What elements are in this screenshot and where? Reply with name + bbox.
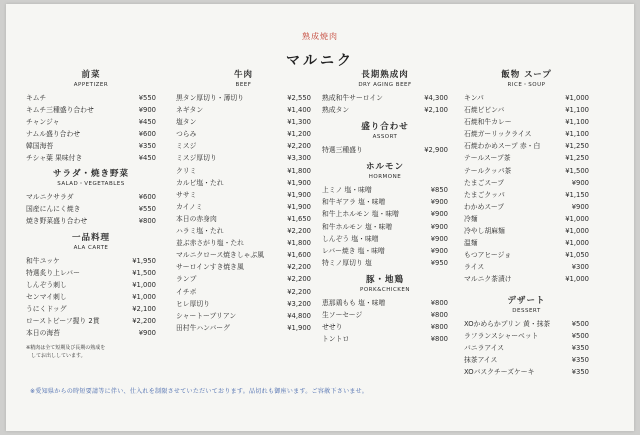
item-price: ¥1,900 xyxy=(287,202,311,211)
item-price: ¥1,900 xyxy=(287,323,311,332)
item-name: ミスジ厚切り xyxy=(176,154,217,163)
item-price: ¥900 xyxy=(571,178,589,187)
item-price: ¥1,800 xyxy=(287,166,311,175)
item-price: ¥3,200 xyxy=(287,299,311,308)
menu-item xyxy=(26,203,156,215)
item-name: 並ぶ赤さがり塩・たれ xyxy=(176,239,244,248)
item-name: クリミ xyxy=(176,166,197,175)
menu-item xyxy=(176,286,311,298)
item-price: ¥1,000 xyxy=(565,214,589,223)
menu-item xyxy=(26,255,156,267)
item-price: ¥900 xyxy=(138,329,156,338)
menu-section xyxy=(26,70,156,165)
section-subtitle: RICE・SOUP xyxy=(507,82,546,88)
item-price: ¥550 xyxy=(138,204,156,213)
menu-item xyxy=(322,196,448,208)
item-price: ¥1,000 xyxy=(132,293,156,302)
menu-item xyxy=(464,92,589,104)
item-name: カルビ塩・たれ xyxy=(176,178,224,187)
menu-item xyxy=(322,221,448,233)
section-title: 長期熟成肉 xyxy=(361,70,409,80)
item-name: 石焼わかめスープ 赤・白 xyxy=(464,142,541,151)
menu-section xyxy=(26,169,156,227)
menu-item xyxy=(322,233,448,245)
item-name: 和牛ギアラ 塩・味噌 xyxy=(322,198,386,207)
item-name: ローストビーフ握り 2貫 xyxy=(26,317,100,326)
item-name: 和牛上ホルモン 塩・味噌 xyxy=(322,210,399,219)
item-price: ¥2,100 xyxy=(424,106,448,115)
item-price: ¥1,400 xyxy=(287,106,311,115)
item-name: 特選炙り上レバー xyxy=(26,268,80,277)
item-name: ミスジ xyxy=(176,142,197,151)
section-title: 前菜 xyxy=(81,70,101,80)
item-price: ¥800 xyxy=(430,298,448,307)
item-name: ササミ xyxy=(176,190,197,199)
section-subtitle: BEEF xyxy=(235,82,252,88)
item-name: 特選三種盛り xyxy=(322,146,363,155)
item-name: 焼き野菜盛り合わせ xyxy=(26,216,88,225)
menu-item xyxy=(464,140,589,152)
menu-item xyxy=(464,213,589,225)
item-name: 抹茶アイス xyxy=(464,355,498,364)
menu-item xyxy=(176,189,311,201)
item-price: ¥2,200 xyxy=(287,275,311,284)
item-name: 和牛ユッケ xyxy=(26,256,60,265)
section-subtitle: PORK&CHICKEN xyxy=(360,286,410,293)
section-subtitle: APPETIZER xyxy=(73,82,109,88)
item-price: ¥500 xyxy=(571,331,589,340)
menu-item xyxy=(176,116,311,128)
item-name: キムチ xyxy=(26,94,47,102)
menu-item xyxy=(464,366,589,378)
menu-item xyxy=(464,330,589,342)
item-name: トントロ xyxy=(322,335,350,344)
item-price: ¥600 xyxy=(138,130,156,139)
item-price: ¥2,200 xyxy=(287,287,311,296)
menu-item xyxy=(322,92,448,104)
item-price: ¥350 xyxy=(138,142,156,151)
menu-item xyxy=(464,165,589,177)
section-title: デザート xyxy=(507,295,546,306)
section-title: ホルモン xyxy=(365,162,404,173)
item-name: 韓国海苔 xyxy=(26,142,54,151)
section-title: サラダ・焼き野菜 xyxy=(53,168,129,179)
item-name: マルニク茶漬け xyxy=(464,275,512,284)
restaurant-name: マルニク xyxy=(286,53,354,69)
menu-item xyxy=(176,201,311,213)
item-name: わかめスープ xyxy=(464,202,505,211)
item-price: ¥2,200 xyxy=(132,317,156,326)
menu-item xyxy=(322,208,448,220)
menu-item xyxy=(176,177,311,189)
item-price: ¥350 xyxy=(571,343,589,352)
item-price: ¥2,100 xyxy=(132,305,156,314)
item-name: しんぞう刺し xyxy=(26,281,67,290)
item-price: ¥450 xyxy=(138,154,156,163)
menu-item xyxy=(464,225,589,237)
menu-item xyxy=(464,249,589,261)
column-appetizers xyxy=(26,70,156,360)
menu-item xyxy=(26,315,156,327)
item-price: ¥1,300 xyxy=(287,118,311,127)
item-name: ランプ xyxy=(176,275,197,284)
item-price: ¥1,650 xyxy=(287,214,311,223)
item-name: 本日の海苔 xyxy=(26,329,60,338)
menu-item xyxy=(26,104,156,116)
item-price: ¥800 xyxy=(430,311,448,320)
item-price: ¥800 xyxy=(430,323,448,332)
item-name: 塩タン xyxy=(176,118,197,127)
menu-item xyxy=(464,128,589,140)
item-price: ¥350 xyxy=(571,367,589,376)
item-price: ¥500 xyxy=(571,319,589,328)
item-price: ¥800 xyxy=(138,216,156,225)
section-subtitle: ALA CARTE xyxy=(73,244,109,251)
menu-item xyxy=(322,245,448,257)
item-price: ¥2,200 xyxy=(287,227,311,236)
item-price: ¥900 xyxy=(571,202,589,211)
menu-item xyxy=(26,303,156,315)
menu-item xyxy=(322,309,448,321)
menu-item xyxy=(176,237,311,249)
menu-item xyxy=(26,128,156,140)
menu-item xyxy=(464,201,589,213)
item-price: ¥2,200 xyxy=(287,263,311,272)
menu-item xyxy=(176,165,311,177)
menu-item xyxy=(176,213,311,225)
item-name: しんぞう 塩・味噌 xyxy=(322,234,379,243)
item-price: ¥600 xyxy=(138,192,156,201)
item-name: つらみ xyxy=(176,130,197,139)
menu-item xyxy=(464,342,589,354)
menu-sheet xyxy=(6,4,634,431)
item-price: ¥450 xyxy=(138,118,156,127)
item-name: ヒレ厚切り xyxy=(176,299,210,308)
item-name: 温麺 xyxy=(464,239,478,248)
item-name: 冷やし胡麻麺 xyxy=(464,227,505,236)
item-name: 石焼ビビンバ xyxy=(464,106,505,115)
menu-item xyxy=(26,279,156,291)
item-name: 石焼和牛カレー xyxy=(464,118,512,127)
item-name: テールクッパ茶 xyxy=(464,166,512,175)
item-price: ¥1,600 xyxy=(287,251,311,260)
item-price: ¥900 xyxy=(430,234,448,243)
item-price: ¥2,200 xyxy=(287,142,311,151)
item-name: ハラミ塩・たれ xyxy=(176,227,224,236)
menu-section xyxy=(176,70,311,334)
menu-item xyxy=(322,104,448,116)
item-price: ¥850 xyxy=(430,186,448,195)
menu-section xyxy=(464,296,589,378)
item-name: シャートーブリアン xyxy=(176,311,237,320)
item-price: ¥4,800 xyxy=(287,311,311,320)
item-name: チャンジャ xyxy=(26,118,60,127)
section-subtitle: HORMONE xyxy=(368,174,402,181)
item-name: ライス xyxy=(464,263,485,272)
menu-item xyxy=(464,354,589,366)
item-name: 田村牛ハンバーグ xyxy=(176,323,230,332)
aging-note: ※精肉は全て短期及び長期の熟成を してお出ししています。 xyxy=(26,344,106,359)
menu-item xyxy=(26,267,156,279)
item-price: ¥1,500 xyxy=(565,166,589,175)
item-price: ¥1,100 xyxy=(565,130,589,139)
item-price: ¥1,150 xyxy=(565,190,589,199)
column-rice-dessert xyxy=(464,70,589,378)
item-name: XOかめらかプリン 黄・抹茶 xyxy=(464,319,551,328)
item-name: 石焼ガーリックライス xyxy=(464,130,532,139)
column-beef xyxy=(176,70,311,334)
section-subtitle: ASSORT xyxy=(372,134,398,141)
item-name: 冷麺 xyxy=(464,214,478,223)
item-name: キンパ xyxy=(464,94,484,102)
item-name: キムチ三種盛り合わせ xyxy=(26,106,94,115)
item-name: たまごクッパ xyxy=(464,190,505,199)
menu-item xyxy=(26,92,156,104)
item-price: ¥300 xyxy=(571,263,589,272)
item-name: イチボ xyxy=(176,287,197,296)
menu-item xyxy=(176,104,311,116)
menu-item xyxy=(176,310,311,322)
menu-item xyxy=(322,297,448,309)
menu-item xyxy=(26,327,156,339)
item-price: ¥900 xyxy=(430,198,448,207)
item-price: ¥1,200 xyxy=(287,130,311,139)
column-aged-hormone xyxy=(322,70,448,345)
menu-item xyxy=(464,116,589,128)
menu-item xyxy=(176,152,311,164)
footer-notice: ※愛知県からの時短要請等に伴い、仕入れを制限させていただいております。品切れも御座います。ご容赦下さいませ。 xyxy=(30,388,369,395)
section-subtitle: DESSERT xyxy=(512,307,541,314)
item-name: うにくドッグ xyxy=(26,305,67,314)
menu-item xyxy=(26,291,156,303)
menu-item xyxy=(464,318,589,330)
menu-item xyxy=(322,257,448,269)
item-name: バニラアイス xyxy=(464,343,505,352)
menu-section xyxy=(322,122,448,156)
menu-tagline: 熟成焼肉 xyxy=(302,32,338,41)
item-name: テールスープ茶 xyxy=(464,154,511,163)
menu-item xyxy=(176,261,311,273)
item-price: ¥1,000 xyxy=(132,281,156,290)
item-price: ¥1,000 xyxy=(565,275,589,284)
item-price: ¥550 xyxy=(138,94,156,102)
item-name: ネギタン xyxy=(176,106,204,115)
menu-item xyxy=(322,144,448,156)
item-name: もつアヒージョ xyxy=(464,251,512,260)
menu-item xyxy=(176,298,311,310)
menu-item xyxy=(176,273,311,285)
section-title: 飯物 スープ xyxy=(501,70,552,80)
item-price: ¥900 xyxy=(430,222,448,231)
item-name: 生ソーセージ xyxy=(322,311,363,320)
menu-item xyxy=(464,189,589,201)
item-name: 恵那鶏もも 塩・味噌 xyxy=(322,298,386,307)
item-name: 特ミノ厚切り 塩 xyxy=(322,258,372,267)
menu-item xyxy=(322,184,448,196)
menu-item xyxy=(26,191,156,203)
item-name: サーロインすき焼き風 xyxy=(176,263,244,272)
menu-item xyxy=(176,128,311,140)
section-title: 一品料理 xyxy=(71,232,110,243)
menu-item xyxy=(176,225,311,237)
item-price: ¥1,250 xyxy=(565,142,589,151)
menu-item xyxy=(176,140,311,152)
menu-item xyxy=(322,333,448,345)
item-name: 熟成和牛サーロイン xyxy=(322,94,383,102)
menu-item xyxy=(464,261,589,273)
menu-item xyxy=(464,273,589,285)
item-name: たまごスープ xyxy=(464,178,505,187)
item-price: ¥4,300 xyxy=(424,94,448,102)
item-name: 上ミノ 塩・味噌 xyxy=(322,186,372,195)
menu-item xyxy=(464,237,589,249)
item-price: ¥1,100 xyxy=(565,106,589,115)
item-price: ¥900 xyxy=(138,106,156,115)
item-name: 本日の赤身肉 xyxy=(176,214,217,223)
menu-item xyxy=(464,177,589,189)
menu-item xyxy=(176,249,311,261)
section-subtitle: DRY AGING BEEF xyxy=(358,82,412,88)
menu-item xyxy=(464,152,589,164)
item-name: ナムル盛り合わせ xyxy=(26,130,81,139)
item-price: ¥950 xyxy=(430,258,448,267)
item-price: ¥1,500 xyxy=(132,268,156,277)
menu-item xyxy=(26,152,156,164)
item-price: ¥350 xyxy=(571,355,589,364)
item-price: ¥1,000 xyxy=(565,239,589,248)
item-price: ¥1,800 xyxy=(287,239,311,248)
section-subtitle: SALAD・VEGETABLES xyxy=(57,180,125,187)
item-price: ¥3,300 xyxy=(287,154,311,163)
item-name: 黒タン厚切り・薄切り xyxy=(176,94,244,102)
item-price: ¥1,100 xyxy=(565,118,589,127)
item-price: ¥1,900 xyxy=(287,190,311,199)
item-name: ラフランスシャーベット xyxy=(464,331,539,340)
menu-item xyxy=(176,92,311,104)
item-price: ¥1,900 xyxy=(287,178,311,187)
menu-section xyxy=(322,162,448,269)
item-name: マルニクロース焼きしゃぶ風 xyxy=(176,251,265,260)
menu-item xyxy=(26,215,156,227)
section-title: 盛り合わせ xyxy=(361,122,409,133)
item-name: カイノミ xyxy=(176,202,203,211)
item-name: せせり xyxy=(322,323,343,332)
item-name: 国産にんにく焼き xyxy=(26,204,81,213)
item-price: ¥2,550 xyxy=(287,94,311,102)
item-name: 和牛ホルモン 塩・味噌 xyxy=(322,222,393,231)
menu-item xyxy=(322,321,448,333)
item-price: ¥800 xyxy=(430,335,448,344)
item-price: ¥900 xyxy=(430,246,448,255)
menu-section xyxy=(26,233,156,340)
menu-item xyxy=(176,322,311,334)
menu-section xyxy=(464,70,589,286)
menu-section xyxy=(322,275,448,345)
item-price: ¥2,900 xyxy=(424,146,448,155)
item-price: ¥1,950 xyxy=(132,256,156,265)
item-name: チシャ葉 果味付き xyxy=(26,154,83,163)
item-name: 熟成タン xyxy=(322,106,350,115)
item-price: ¥1,050 xyxy=(565,251,589,260)
section-title: 牛肉 xyxy=(233,70,253,80)
item-price: ¥1,000 xyxy=(565,227,589,236)
item-name: センマイ刺し xyxy=(26,293,67,302)
item-name: マルニクサラダ xyxy=(26,192,74,201)
item-price: ¥900 xyxy=(430,210,448,219)
item-name: レバー焼き 塩・味噌 xyxy=(322,246,385,255)
item-price: ¥1,250 xyxy=(565,154,589,163)
item-price: ¥1,000 xyxy=(565,94,589,102)
menu-item xyxy=(464,104,589,116)
menu-section xyxy=(322,70,448,116)
menu-item xyxy=(26,140,156,152)
item-name: XOバスクチーズケーキ xyxy=(464,367,535,376)
section-title: 豚・地鶏 xyxy=(365,274,404,285)
menu-item xyxy=(26,116,156,128)
